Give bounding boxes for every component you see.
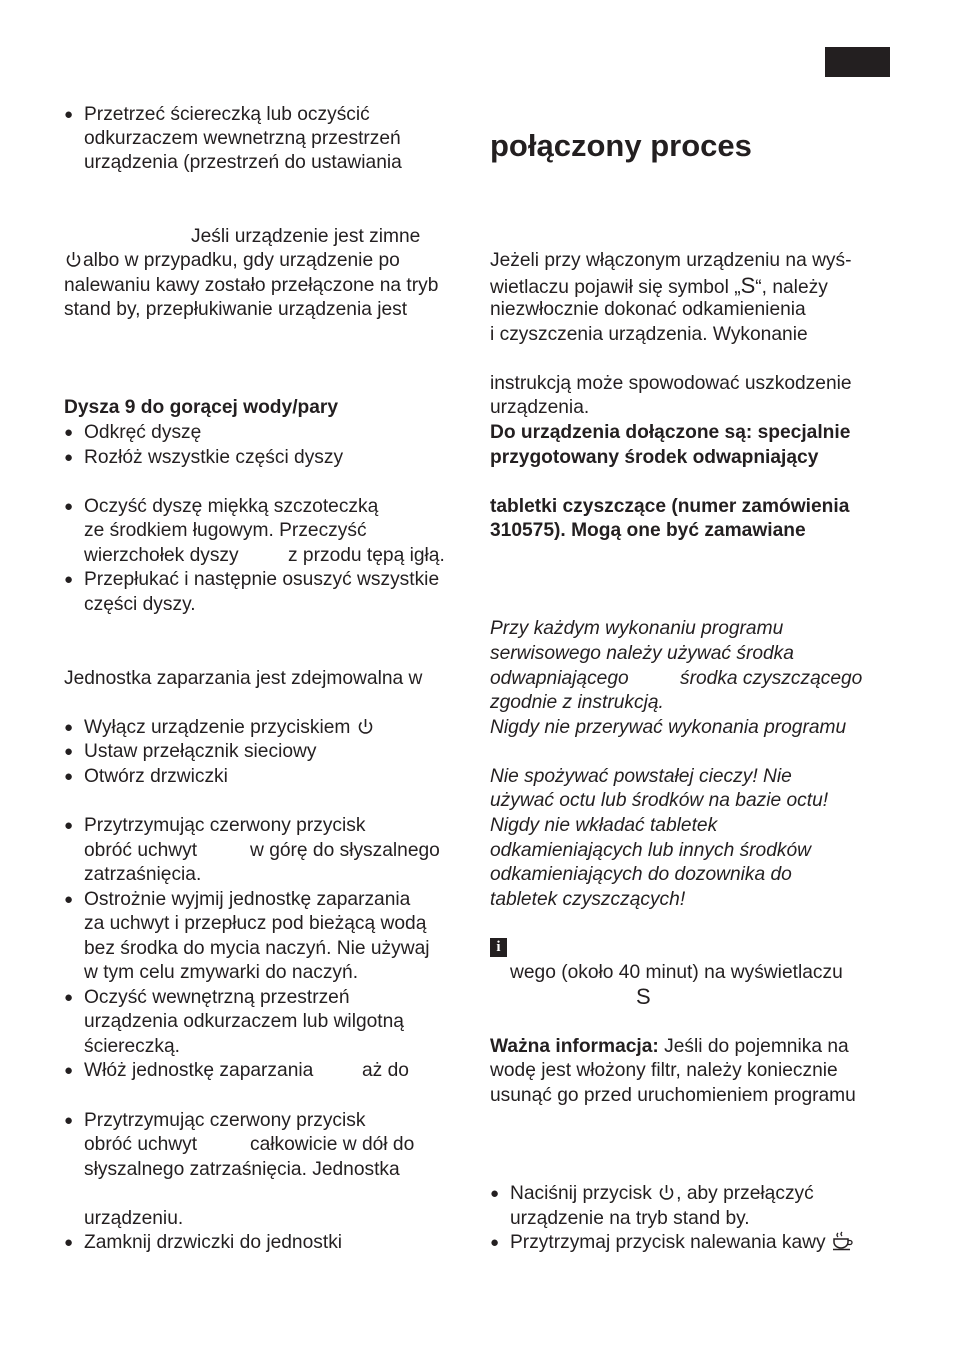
- list-item: Oczyść dyszę miękką szczoteczką: [84, 496, 379, 517]
- text-line: urządzenia.: [490, 397, 590, 418]
- list-item: Oczyść wewnętrzną przestrzeń: [84, 987, 350, 1008]
- bullet: ●: [64, 768, 74, 785]
- text-line: serwisowego należy używać środka: [490, 643, 794, 664]
- bullet: ●: [490, 1234, 500, 1251]
- bullet: ●: [64, 1062, 74, 1079]
- text-line: tabletki czyszczące (numer zamówienia: [490, 496, 850, 517]
- text-line: za uchwyt i przepłucz pod bieżącą wodą: [84, 913, 427, 934]
- text-line: słyszalnego zatrzaśnięcia. Jednostka: [84, 1159, 400, 1180]
- text-line: w górę do słyszalnego: [250, 840, 440, 861]
- list-item: Ostrożnie wyjmij jednostkę zaparzania: [84, 889, 411, 910]
- list-item: Przepłukać i następnie osuszyć wszystkie: [84, 569, 440, 590]
- text-line: odkamieniających lub innych środków: [490, 840, 812, 861]
- text-line: części dyszy.: [84, 594, 196, 615]
- text-line: niezwłocznie dokonać odkamienienia: [490, 299, 806, 320]
- bullet: ●: [64, 498, 74, 515]
- bullet: ●: [64, 571, 74, 588]
- text-line: całkowicie w dół do: [250, 1134, 415, 1155]
- bullet: ●: [64, 719, 74, 736]
- text-line: Nigdy nie przerywać wykonania programu: [490, 717, 847, 738]
- bullet: ●: [64, 1234, 74, 1251]
- text-line: z przodu tępą igłą.: [288, 545, 445, 566]
- list-item: Przytrzymaj przycisk nalewania kawy: [510, 1231, 855, 1256]
- text-line: odwapniającego: [490, 668, 629, 689]
- text-line: Do urządzenia dołączone są: specjalnie: [490, 422, 851, 443]
- list-item: Wyłącz urządzenie przyciskiem: [84, 716, 375, 741]
- coffee-cup-icon: [832, 1231, 854, 1251]
- text-line: aż do: [362, 1060, 409, 1081]
- display-symbol: S: [636, 984, 651, 1009]
- text-line: ze środkiem ługowym. Przeczyść: [84, 520, 367, 541]
- text-line: urządzeniu.: [84, 1208, 184, 1229]
- page-title: połączony proces: [490, 128, 752, 163]
- list-item: Przytrzymując czerwony przycisk: [84, 1110, 366, 1131]
- text-line: Nigdy nie wkładać tabletek: [490, 815, 718, 836]
- page-section-tab: [825, 47, 890, 77]
- text-line: obróć uchwyt: [84, 1134, 198, 1155]
- list-item: Rozłóż wszystkie części dyszy: [84, 447, 344, 468]
- text-line: tabletek czyszczących!: [490, 889, 686, 910]
- bullet: ●: [64, 743, 74, 760]
- power-icon: [65, 250, 82, 269]
- text-line: wierzchołek dyszy: [84, 545, 239, 566]
- list-item: Przytrzymując czerwony przycisk: [84, 815, 366, 836]
- power-icon: [357, 717, 374, 736]
- text-line: środka czyszczącego: [680, 668, 863, 689]
- list-item: Naciśnij przycisk , aby przełączyć: [510, 1183, 814, 1204]
- text-line: obróć uchwyt: [84, 840, 198, 861]
- text-line: Jednostka zaparzania jest zdejmowalna w: [64, 668, 423, 689]
- bullet: ●: [64, 817, 74, 834]
- important-label: Ważna informacja:: [490, 1036, 659, 1057]
- text-line: stand by, przepłukiwanie urządzenia jest: [64, 299, 408, 320]
- text-line: ściereczką.: [84, 1036, 180, 1057]
- text-line: odkurzaczem wewnetrzną przestrzeń: [84, 128, 401, 149]
- text-line: Jeżeli przy włączonym urządzeniu na wyś-: [490, 250, 852, 271]
- list-item: Zamknij drzwiczki do jednostki: [84, 1232, 343, 1253]
- section-heading: Dysza 9 do gorącej wody/pary: [64, 397, 339, 418]
- display-symbol: S: [740, 273, 756, 298]
- text-line: 310575). Mogą one być zamawiane: [490, 520, 806, 541]
- list-item: Włóż jednostkę zaparzania: [84, 1060, 314, 1081]
- text-line: Jeśli urządzenie jest zimne: [191, 226, 421, 247]
- text-line: odkamieniających do dozownika do: [490, 864, 792, 885]
- bullet: ●: [490, 1185, 500, 1202]
- text-line: używać octu lub środków na bazie octu!: [490, 790, 829, 811]
- list-item: Ustaw przełącznik sieciowy: [84, 741, 317, 762]
- text-line: urządzenie na tryb stand by.: [510, 1208, 750, 1229]
- text-line: usunąć go przed uruchomieniem programu: [490, 1085, 856, 1106]
- text-line: albo w przypadku, gdy urządzenie po: [64, 249, 400, 274]
- bullet: ●: [64, 989, 74, 1006]
- bullet: ●: [64, 891, 74, 908]
- text-line: przygotowany środek odwapniający: [490, 447, 819, 468]
- text-line: urządzenia odkurzaczem lub wilgotną: [84, 1011, 404, 1032]
- bullet: ●: [64, 424, 74, 441]
- text-line: nalewaniu kawy zostało przełączone na tryb: [64, 275, 439, 296]
- text-line: wietlaczu pojawił się symbol „S“, należy: [490, 273, 828, 298]
- text-line: wodę jest włożony filtr, należy koniecznie: [490, 1060, 838, 1081]
- bullet: ●: [64, 106, 74, 123]
- info-icon: i: [490, 938, 507, 957]
- bullet: ●: [64, 1112, 74, 1129]
- text-line: Ważna informacja: Jeśli do pojemnika na: [490, 1036, 849, 1057]
- text-line: instrukcją może spowodować uszkodzenie: [490, 373, 852, 394]
- text-line: bez środka do mycia naczyń. Nie używaj: [84, 938, 430, 959]
- text-line: Przetrzeć ściereczką lub oczyścić: [84, 104, 370, 125]
- text-line: w tym celu zmywarki do naczyń.: [84, 962, 359, 983]
- bullet: ●: [64, 449, 74, 466]
- text-line: Przy każdym wykonaniu programu: [490, 618, 784, 639]
- power-icon: [658, 1183, 675, 1202]
- text-line: i czyszczenia urządzenia. Wykonanie: [490, 324, 808, 345]
- list-item: Odkręć dyszę: [84, 422, 202, 443]
- text-line: zatrzaśnięcia.: [84, 864, 202, 885]
- text-line: zgodnie z instrukcją.: [490, 692, 664, 713]
- text-line: Nie spożywać powstałej cieczy! Nie: [490, 766, 792, 787]
- text-line: wego (około 40 minut) na wyświetlaczu: [510, 962, 843, 983]
- list-item: Otwórz drzwiczki: [84, 766, 228, 787]
- text-line: urządzenia (przestrzeń do ustawiania: [84, 152, 402, 173]
